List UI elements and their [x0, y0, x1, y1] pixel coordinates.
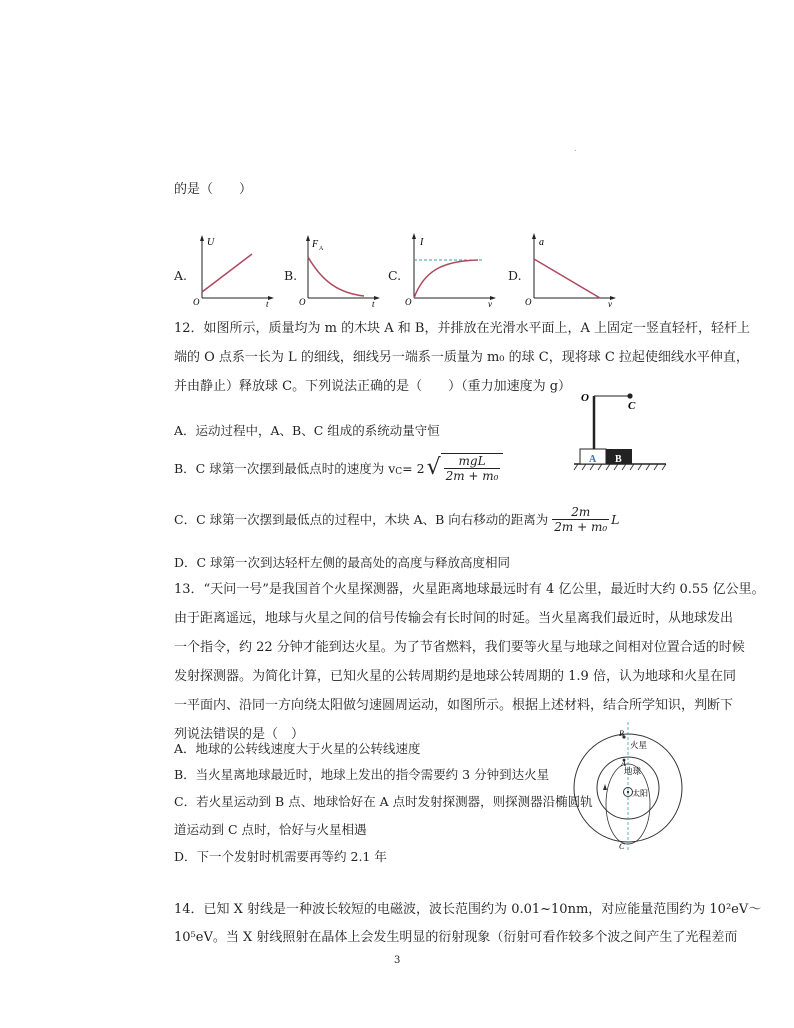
q12-option-c-suffix: L: [611, 511, 620, 527]
graph-c-origin: O: [405, 297, 412, 307]
q13-option-d: D．下一个发射时机需要再等约 2.1 年: [174, 849, 387, 864]
q12-option-b-eq: = 2: [402, 460, 425, 476]
graph-b-ysub: A: [319, 246, 324, 252]
q13-fig-b: B: [619, 729, 624, 738]
q12-option-c-num: 2m: [552, 505, 609, 520]
q13-option-a: A．地球的公转线速度大于火星的公转线速度: [174, 741, 421, 756]
q13-orbit-figure: [572, 722, 692, 850]
page-mark: .: [574, 144, 577, 153]
q13-fig-a: A: [621, 759, 626, 768]
q11-graphs: [174, 233, 624, 308]
q12-line-1: 12．如图所示，质量均为 m 的木块 A 和 B，并排放在光滑水平面上，A 上固定一竖直轻杆，轻杆上: [174, 321, 750, 336]
q12-fig-a: A: [589, 454, 597, 465]
graph-d-xaxis: v: [608, 299, 612, 309]
graph-d-yaxis: a: [539, 237, 544, 248]
graph-d-label: D.: [508, 268, 522, 283]
q12-fig-o: O: [581, 392, 589, 404]
q12-option-d: D．C 球第一次到达轻杆左侧的最高处的高度与释放高度相同: [174, 555, 511, 570]
q13-fig-earth: 地球: [624, 766, 642, 776]
q13-option-b: B．当火星离地球最近时，地球上发出的指令需要约 3 分钟到达火星: [174, 767, 550, 782]
graph-a-yaxis: U: [207, 237, 215, 248]
graph-c-yaxis: I: [420, 237, 424, 248]
q14-line-1: 14．已知 X 射线是一种波长较短的电磁波，波长范围约为 0.01~10nm，对应能量范围约为 10²eV～: [174, 902, 762, 917]
q13-option-c-1: C．若火星运动到 B 点、地球恰好在 A 点时发射探测器，则探测器沿椭圆轨: [174, 794, 593, 809]
graph-b-yaxis: F: [312, 239, 319, 250]
q12-option-b-den: 2m + m₀: [445, 469, 499, 483]
sqrt-icon: √: [426, 455, 441, 480]
graph-a: [193, 233, 276, 309]
q12-line-2: 端的 O 点系一长为 L 的细线，细线另一端系一质量为 m₀ 的球 C，现将球 C 拉起使细线水平伸直，: [174, 350, 749, 365]
graph-b: [299, 233, 382, 309]
q13-line-2: 由于距离遥远，地球与火星之间的信号传输会有长时间的时延。当火星离我们最近时，从地球发出: [174, 611, 734, 626]
q12-option-a: A．运动过程中，A、B、C 组成的系统动量守恒: [174, 423, 440, 438]
q13-line-1: 13．“天问一号”是我国首个火星探测器，火星距离地球最远时有 4 亿公里，最近时大约 0.55 亿公里。: [174, 582, 765, 597]
graph-b-xaxis: t: [372, 299, 375, 309]
q12-option-b: [174, 448, 503, 488]
q13-fig-mars: 火星: [630, 740, 648, 750]
q12-option-b-radicand: [441, 453, 504, 483]
q12-option-c-prefix: C．C 球第一次摆到最低点的过程中，木块 A、B 向右移动的距离为: [174, 512, 549, 527]
graph-c-label: C.: [388, 268, 402, 283]
q13-fig-sun: 太阳: [632, 789, 648, 798]
graph-d: [525, 233, 618, 309]
q12-option-b-num: mgL: [444, 454, 501, 469]
q13-line-5: 一平面内、沿同一方向绕太阳做匀速圆周运动，如图所示。根据上述材料，结合所学知识，判断下: [174, 698, 734, 713]
graph-a-label: A.: [174, 268, 188, 283]
q12-option-c: [174, 499, 619, 539]
q12-line-3: 并由静止）释放球 C。下列说法正确的是（ ）（重力加速度为 g）: [174, 379, 572, 394]
page-number: 3: [394, 955, 401, 966]
q12-fig-c: C: [628, 400, 636, 412]
q12-option-b-prefix: B．C 球第一次摆到最低点时的速度为 v: [174, 461, 396, 476]
q12-figure: [574, 386, 666, 470]
graph-a-xaxis: t: [266, 299, 269, 309]
q13-line-6: 列说法错误的是（ ）: [174, 727, 305, 742]
graph-a-origin: O: [193, 297, 200, 307]
graph-c-xaxis: v: [488, 299, 492, 309]
graph-b-origin: O: [299, 297, 306, 307]
q11-tail: 的是（ ）: [174, 182, 253, 197]
q13-line-4: 发射探测器。为简化计算，已知火星的公转周期约是地球公转周期的 1.9 倍，认为地球和火星在同: [174, 669, 736, 684]
graph-b-label: B.: [284, 268, 298, 283]
q13-fig-c: C: [619, 842, 625, 851]
graph-d-origin: O: [525, 297, 532, 307]
q12-fig-b: B: [615, 454, 622, 465]
q13-option-c-2: 道运动到 C 点时，恰好与火星相遇: [174, 822, 367, 837]
graph-c: [405, 233, 498, 309]
q14-line-2: 10⁵eV。当 X 射线照射在晶体上会发生明显的衍射现象（衍射可看作较多个波之间产生了光程差而: [174, 930, 738, 945]
q12-option-b-sub: C: [395, 467, 403, 477]
q13-line-3: 一个指令，约 22 分钟才能到达火星。为了节省燃料，我们要等火星与地球之间相对位置合适的时候: [174, 640, 745, 655]
q12-option-c-den: 2m + m₀: [554, 519, 608, 534]
